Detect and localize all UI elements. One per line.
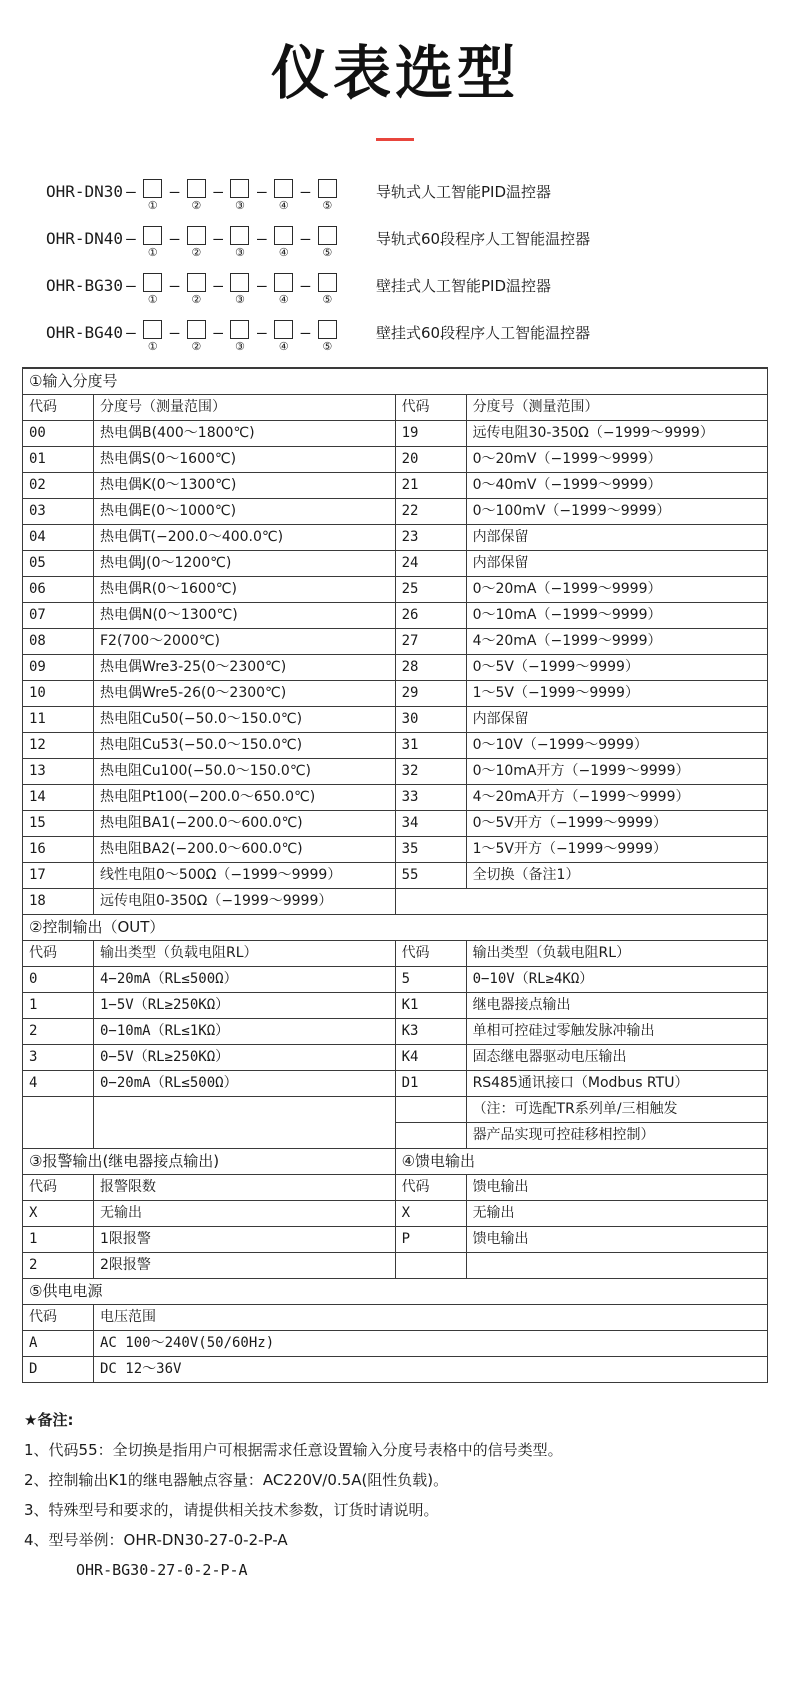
cell-code: 11 [23, 707, 94, 733]
cell-desc: 0～20mA（−1999～9999） [466, 577, 767, 603]
cell-desc: 0～10mA（−1999～9999） [466, 603, 767, 629]
cell-code: 09 [23, 655, 94, 681]
model-slot-5[interactable] [318, 226, 337, 245]
cell-code: 15 [23, 811, 94, 837]
model-slot-1[interactable] [143, 273, 162, 292]
slot-number: ③ [235, 293, 245, 306]
cell-desc: 内部保留 [466, 525, 767, 551]
table-row [23, 1123, 767, 1149]
cell-desc: 全切换（备注1） [466, 863, 767, 889]
section-title-output: ②控制输出（OUT） [23, 915, 767, 941]
cell-code: D [23, 1357, 94, 1383]
col-header-code-left: 代码 [23, 941, 94, 967]
table-row [23, 1357, 767, 1383]
cell-code [23, 1123, 94, 1149]
cell-desc: 0−20mA（RL≤500Ω） [94, 1071, 396, 1097]
cell-code: 05 [23, 551, 94, 577]
cell-code: 23 [395, 525, 466, 551]
col-header-code-right: 代码 [395, 941, 466, 967]
cell-code: 5 [395, 967, 466, 993]
cell-desc: 0～10mA开方（−1999～9999） [466, 759, 767, 785]
page-title: 仪表选型 [270, 39, 519, 107]
notes-heading: ★备注: [24, 1411, 74, 1429]
table-row [23, 603, 767, 629]
col-header-code-right: 代码 [395, 395, 466, 421]
cell-code: 13 [23, 759, 94, 785]
cell-code: 02 [23, 473, 94, 499]
cell-desc: 0～5V（−1999～9999） [466, 655, 767, 681]
cell-code: 28 [395, 655, 466, 681]
model-row [46, 273, 790, 306]
cell-desc: 1限报警 [94, 1227, 396, 1253]
cell-code: 55 [395, 863, 466, 889]
section-header-output [23, 915, 767, 941]
model-slot-4[interactable] [274, 179, 293, 198]
table-row [23, 655, 767, 681]
cell-desc: 热电偶Wre3-25(0～2300℃) [94, 655, 396, 681]
cell-code: 26 [395, 603, 466, 629]
cell-code [395, 1123, 466, 1149]
table-row [23, 1045, 767, 1071]
table-row [23, 733, 767, 759]
col-header-desc-power: 电压范围 [94, 1305, 768, 1331]
table-row [23, 421, 767, 447]
cell-code: 31 [395, 733, 466, 759]
table-row [23, 1019, 767, 1045]
cell-code: 00 [23, 421, 94, 447]
dash: – [213, 276, 223, 295]
model-slot-2[interactable] [187, 273, 206, 292]
col-header-desc-feed: 馈电输出 [466, 1175, 767, 1201]
cell-code: 2 [23, 1019, 94, 1045]
cell-code: K1 [395, 993, 466, 1019]
section-title-power: ⑤供电电源 [23, 1279, 767, 1305]
cell-code: 25 [395, 577, 466, 603]
cell-desc: RS485通讯接口（Modbus RTU） [466, 1071, 767, 1097]
slot-number: ④ [278, 293, 289, 306]
slot-number: ④ [278, 199, 289, 212]
slot-number: ⑤ [322, 199, 333, 212]
cell-desc: 0～10V（−1999～9999） [466, 733, 767, 759]
dash: – [126, 323, 136, 342]
col-header-desc-right: 输出类型（负载电阻RL） [466, 941, 767, 967]
col-header-desc-right: 分度号（测量范围） [466, 395, 767, 421]
dash: – [169, 276, 180, 295]
cell-code: 1 [23, 1227, 94, 1253]
note-example-second: OHR-BG30-27-0-2-P-A [76, 1561, 248, 1579]
table-row [23, 707, 767, 733]
section-header-power [23, 1279, 767, 1305]
note-item: 4、型号举例：OHR-DN30-27-0-2-P-A [24, 1531, 288, 1549]
slot-number: ② [191, 246, 202, 259]
cell-desc: 0−5V（RL≥250KΩ） [94, 1045, 396, 1071]
table-row [23, 1253, 767, 1279]
slot-number: ① [147, 246, 158, 259]
cell-desc: 单相可控硅过零触发脉冲输出 [466, 1019, 767, 1045]
note-item: 3、特殊型号和要求的，请提供相关技术参数，订货时请说明。 [24, 1501, 439, 1519]
cell-code: 04 [23, 525, 94, 551]
cell-code: 0 [23, 967, 94, 993]
slot-number: ② [191, 340, 202, 353]
table-row [23, 525, 767, 551]
cell-code: 03 [23, 499, 94, 525]
cell-code: 14 [23, 785, 94, 811]
cell-code [23, 1097, 94, 1123]
spec-table [22, 367, 768, 1383]
cell-desc: 热电阻BA1(−200.0～600.0℃) [94, 811, 396, 837]
cell-desc [466, 1253, 767, 1279]
table-row [23, 1227, 767, 1253]
cell-desc: 馈电输出 [466, 1227, 767, 1253]
table-header-row [23, 941, 767, 967]
cell-code: 2 [23, 1253, 94, 1279]
cell-desc: 无输出 [466, 1201, 767, 1227]
cell-desc: 器产品实现可控硅移相控制） [466, 1123, 767, 1149]
cell-desc: 0～20mV（−1999～9999） [466, 447, 767, 473]
cell-desc: 远传电阻30-350Ω（−1999～9999） [466, 421, 767, 447]
cell-code: 33 [395, 785, 466, 811]
col-header-code-feed: 代码 [395, 1175, 466, 1201]
table-row [23, 993, 767, 1019]
slot-number: ⑤ [322, 340, 333, 353]
cell-desc: 热电偶J(0～1200℃) [94, 551, 396, 577]
cell-code: 32 [395, 759, 466, 785]
cell-desc: 1～5V（−1999～9999） [466, 681, 767, 707]
cell-code: 07 [23, 603, 94, 629]
table-header-row [23, 1305, 767, 1331]
table-header-row [23, 395, 767, 421]
cell-desc [94, 1097, 396, 1123]
cell-desc: 热电偶Wre5-26(0～2300℃) [94, 681, 396, 707]
cell-code: 27 [395, 629, 466, 655]
cell-code: 16 [23, 837, 94, 863]
model-description: 壁挂式人工智能PID温控器 [376, 277, 552, 295]
cell-desc: 内部保留 [466, 551, 767, 577]
table-row [23, 629, 767, 655]
model-slot-3[interactable] [230, 320, 249, 339]
cell-code: 3 [23, 1045, 94, 1071]
dash: – [213, 229, 223, 248]
model-slot-2[interactable] [187, 179, 206, 198]
slot-number: ④ [278, 246, 289, 259]
model-description: 壁挂式60段程序人工智能温控器 [376, 324, 591, 342]
col-header-code-power: 代码 [23, 1305, 94, 1331]
cell-desc: 热电阻BA2(−200.0～600.0℃) [94, 837, 396, 863]
cell-code: 34 [395, 811, 466, 837]
cell-code: 19 [395, 421, 466, 447]
cell-desc: 热电偶E(0～1000℃) [94, 499, 396, 525]
cell-code: 20 [395, 447, 466, 473]
model-row [46, 226, 790, 259]
model-slot-3[interactable] [230, 179, 249, 198]
dash: – [213, 182, 223, 201]
model-slot-4[interactable] [274, 226, 293, 245]
model-code: OHR-BG30 [46, 276, 124, 295]
table-row [23, 1097, 767, 1123]
model-slot-1[interactable] [143, 320, 162, 339]
cell-code: 08 [23, 629, 94, 655]
dash: – [126, 229, 136, 248]
cell-desc: 热电偶T(−200.0～400.0℃) [94, 525, 396, 551]
col-header-desc-alarm: 报警限数 [94, 1175, 396, 1201]
model-slot-4[interactable] [274, 273, 293, 292]
dash: – [256, 229, 267, 248]
cell-desc: 热电偶K(0～1300℃) [94, 473, 396, 499]
table-row [23, 447, 767, 473]
table-row [23, 967, 767, 993]
cell-code: K3 [395, 1019, 466, 1045]
slot-number: ② [191, 293, 202, 306]
cell-code: A [23, 1331, 94, 1357]
note-item: 1、代码55：全切换是指用户可根据需求任意设置输入分度号表格中的信号类型。 [24, 1441, 563, 1459]
col-header-code-alarm: 代码 [23, 1175, 94, 1201]
section-header-input [23, 369, 767, 395]
col-header-code-left: 代码 [23, 395, 94, 421]
dash: – [169, 323, 180, 342]
table-row [23, 889, 767, 915]
dash: – [126, 276, 136, 295]
cell-desc: 固态继电器驱动电压输出 [466, 1045, 767, 1071]
title-divider [376, 138, 414, 141]
dash: – [126, 182, 136, 201]
section-header-alarm-feed [23, 1149, 767, 1175]
table-row [23, 577, 767, 603]
cell-desc: 热电阻Cu53(−50.0～150.0℃) [94, 733, 396, 759]
cell-desc: 0−10V（RL≥4KΩ） [466, 967, 767, 993]
cell-desc: 热电偶R(0～1600℃) [94, 577, 396, 603]
cell-code [395, 1253, 466, 1279]
dash: – [169, 229, 180, 248]
cell-code: 18 [23, 889, 94, 915]
model-slot-3[interactable] [230, 273, 249, 292]
cell-desc: DC 12～36V [94, 1357, 768, 1383]
section-title-input: ①输入分度号 [23, 369, 767, 395]
table-row [23, 811, 767, 837]
model-description: 导轨式60段程序人工智能温控器 [376, 230, 591, 248]
slot-number: ③ [235, 246, 245, 259]
cell-desc: 0～5V开方（−1999～9999） [466, 811, 767, 837]
dash: – [256, 182, 267, 201]
table-row [23, 551, 767, 577]
model-row [46, 320, 790, 353]
dash: – [213, 323, 223, 342]
cell-desc: 热电偶S(0～1600℃) [94, 447, 396, 473]
slot-number: ③ [235, 340, 245, 353]
cell-desc [94, 1123, 396, 1149]
table-row [23, 837, 767, 863]
cell-code: 17 [23, 863, 94, 889]
note-item: 2、控制输出K1的继电器触点容量：AC220V/0.5A(阻性负载)。 [24, 1471, 449, 1489]
cell-code: 35 [395, 837, 466, 863]
cell-code: 01 [23, 447, 94, 473]
table-row [23, 863, 767, 889]
model-code: OHR-BG40 [46, 323, 124, 342]
dash: – [256, 276, 267, 295]
model-slot-3[interactable] [230, 226, 249, 245]
model-slot-2[interactable] [187, 226, 206, 245]
slot-number: ④ [278, 340, 289, 353]
dash: – [300, 229, 311, 248]
model-slot-4[interactable] [274, 320, 293, 339]
table-row [23, 1071, 767, 1097]
table-row [23, 759, 767, 785]
dash: – [300, 276, 311, 295]
cell-desc: 热电阻Cu100(−50.0～150.0℃) [94, 759, 396, 785]
cell-code: 30 [395, 707, 466, 733]
table-row [23, 499, 767, 525]
cell-desc: 0～40mV（−1999～9999） [466, 473, 767, 499]
dash: – [169, 182, 180, 201]
cell-code [395, 889, 466, 915]
cell-desc: 1～5V开方（−1999～9999） [466, 837, 767, 863]
model-code-block [0, 179, 790, 353]
model-slot-5[interactable] [318, 179, 337, 198]
cell-code: 22 [395, 499, 466, 525]
cell-desc: 热电偶N(0～1300℃) [94, 603, 396, 629]
cell-desc: 内部保留 [466, 707, 767, 733]
cell-desc: 2限报警 [94, 1253, 396, 1279]
section-title-alarm: ③报警输出(继电器接点输出) [23, 1149, 395, 1175]
cell-code: 29 [395, 681, 466, 707]
cell-desc: 线性电阻0～500Ω（−1999～9999） [94, 863, 396, 889]
cell-desc [466, 889, 767, 915]
cell-code: X [23, 1201, 94, 1227]
model-slot-5[interactable] [318, 320, 337, 339]
cell-desc: 热电偶B(400～1800℃) [94, 421, 396, 447]
cell-desc: 0−10mA（RL≤1KΩ） [94, 1019, 396, 1045]
cell-desc: 热电阻Cu50(−50.0～150.0℃) [94, 707, 396, 733]
model-slot-1[interactable] [143, 226, 162, 245]
model-description: 导轨式人工智能PID温控器 [376, 183, 552, 201]
slot-number: ① [147, 199, 158, 212]
cell-code: 24 [395, 551, 466, 577]
cell-desc: 4～20mA（−1999～9999） [466, 629, 767, 655]
slot-number: ⑤ [322, 293, 333, 306]
table-row [23, 1201, 767, 1227]
cell-code: 12 [23, 733, 94, 759]
slot-number: ⑤ [322, 246, 333, 259]
model-code: OHR-DN30 [46, 182, 124, 201]
cell-code: K4 [395, 1045, 466, 1071]
table-row [23, 1331, 767, 1357]
cell-code [395, 1097, 466, 1123]
cell-code: X [395, 1201, 466, 1227]
cell-desc: 1−5V（RL≥250KΩ） [94, 993, 396, 1019]
cell-desc: F2(700～2000℃) [94, 629, 396, 655]
cell-desc: 4−20mA（RL≤500Ω） [94, 967, 396, 993]
cell-desc: 无输出 [94, 1201, 396, 1227]
dash: – [300, 323, 311, 342]
col-header-desc-left: 输出类型（负载电阻RL） [94, 941, 396, 967]
cell-desc: AC 100～240V(50/60Hz) [94, 1331, 768, 1357]
model-slot-1[interactable] [143, 179, 162, 198]
cell-desc: 继电器接点输出 [466, 993, 767, 1019]
dash: – [300, 182, 311, 201]
model-row [46, 179, 790, 212]
cell-desc: 4～20mA开方（−1999～9999） [466, 785, 767, 811]
model-code: OHR-DN40 [46, 229, 124, 248]
slot-number: ③ [235, 199, 245, 212]
cell-desc: （注：可选配TR系列单/三相触发 [466, 1097, 767, 1123]
cell-code: 1 [23, 993, 94, 1019]
slot-number: ① [147, 340, 158, 353]
notes-block [24, 1405, 766, 1585]
model-slot-2[interactable] [187, 320, 206, 339]
slot-number: ② [191, 199, 202, 212]
cell-code: 21 [395, 473, 466, 499]
cell-desc: 远传电阻0-350Ω（−1999～9999） [94, 889, 396, 915]
table-row [23, 785, 767, 811]
cell-code: 10 [23, 681, 94, 707]
cell-code: 4 [23, 1071, 94, 1097]
section-title-feed: ④馈电输出 [395, 1149, 767, 1175]
cell-desc: 热电阻Pt100(−200.0～650.0℃) [94, 785, 396, 811]
table-row [23, 473, 767, 499]
table-row [23, 681, 767, 707]
model-slot-5[interactable] [318, 273, 337, 292]
col-header-desc-left: 分度号（测量范围） [94, 395, 396, 421]
dash: – [256, 323, 267, 342]
table-header-row [23, 1175, 767, 1201]
cell-desc: 0～100mV（−1999～9999） [466, 499, 767, 525]
cell-code: D1 [395, 1071, 466, 1097]
slot-number: ① [147, 293, 158, 306]
cell-code: P [395, 1227, 466, 1253]
cell-code: 06 [23, 577, 94, 603]
